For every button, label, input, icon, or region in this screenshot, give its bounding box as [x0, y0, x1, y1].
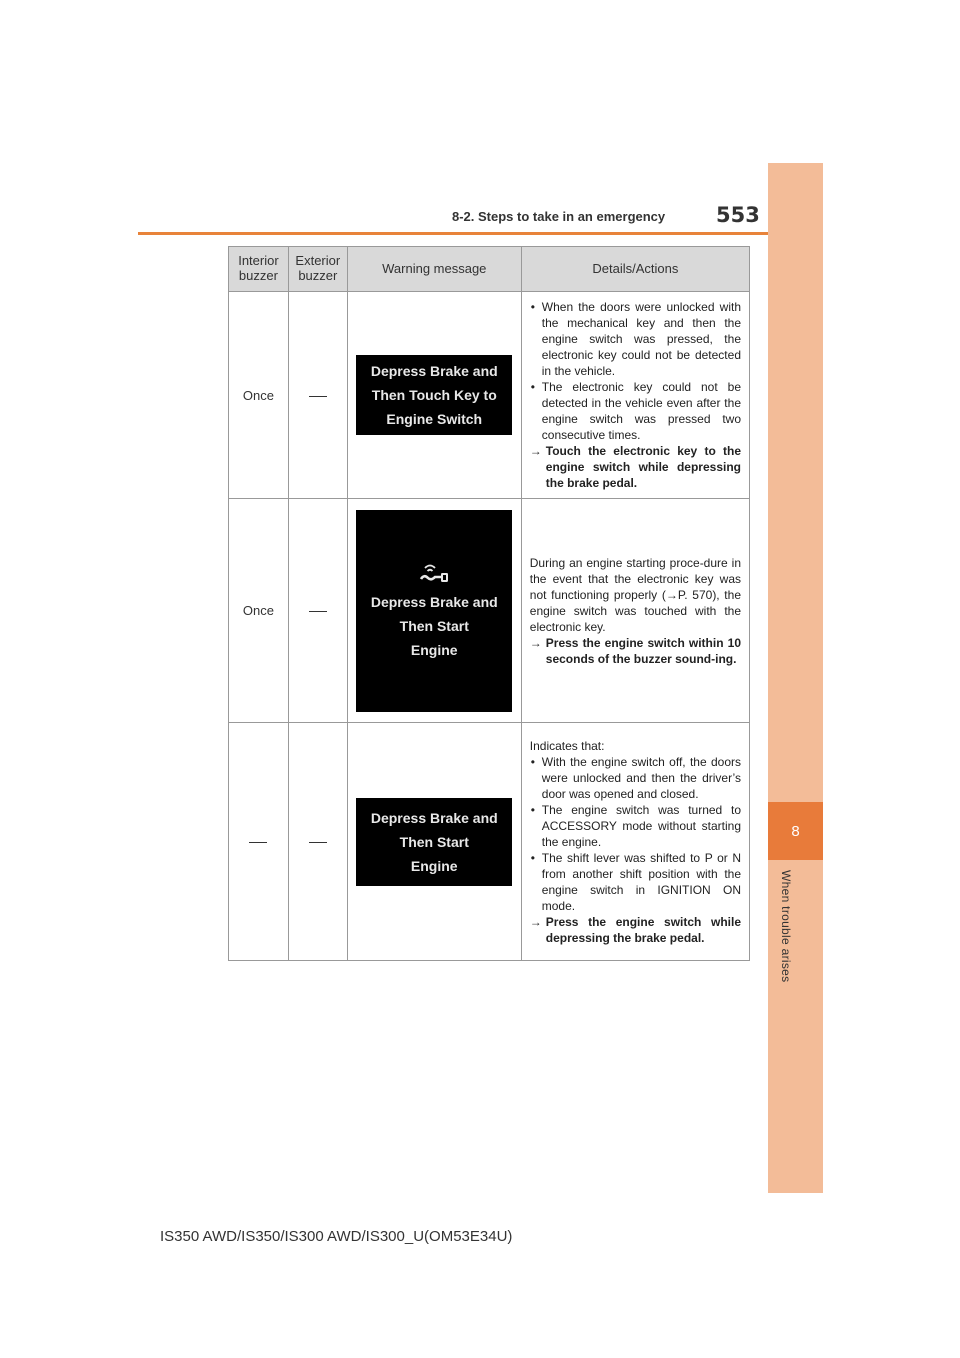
table-row: [229, 723, 750, 961]
header-details-actions: Details/Actions: [521, 247, 749, 292]
exterior-buzzer-cell: [288, 292, 347, 499]
detail-bullet: • When the doors were unlocked with the mechanical key and then the engine switch was pressed, the electronic key could not be detected in the vehicle.: [530, 299, 741, 379]
header-exterior-buzzer: Exterior buzzer: [288, 247, 347, 292]
interior-buzzer-cell: Once: [229, 499, 289, 723]
exterior-buzzer-cell: [288, 499, 347, 723]
dash-mark: [309, 396, 327, 397]
header-interior-buzzer: Interior buzzer: [229, 247, 289, 292]
interior-buzzer-cell: Once: [229, 292, 289, 499]
header-warning-message: Warning message: [347, 247, 521, 292]
screen-line: Then Start: [399, 833, 469, 850]
warning-message-cell: [347, 499, 521, 723]
action-text: → Touch the electronic key to the engine switch while depressing the brake pedal.: [529, 444, 741, 490]
arrow-icon: →: [529, 914, 542, 929]
detail-paragraph: During an engine starting proce-dure in the event that the electronic key was not functioning properly (→P. 570), the engine switch was touched with the electronic key.: [529, 555, 741, 634]
screen-line: Then Start: [399, 617, 469, 634]
details-cell: [521, 499, 749, 723]
arrow-icon: →: [529, 635, 542, 650]
dash-mark: [309, 611, 327, 612]
interior-buzzer-cell: [229, 723, 289, 961]
dash-mark: [249, 842, 267, 843]
action-text: → Press the engine switch within 10 seconds of the buzzer sound-ing.: [529, 635, 741, 666]
chapter-title: When trouble arises: [779, 870, 793, 983]
screen-line: Depress Brake and: [370, 363, 498, 379]
warning-screen: [356, 510, 512, 712]
header-rule: [138, 232, 822, 235]
page-number: 553: [716, 203, 760, 227]
action-text: → Press the engine switch while depressing the brake pedal.: [529, 914, 741, 945]
detail-intro: Indicates that:: [529, 738, 605, 753]
screen-line: Engine: [410, 857, 458, 874]
key-signal-icon: [417, 560, 451, 586]
dash-mark: [309, 842, 327, 843]
screen-line: Depress Brake and: [370, 809, 498, 826]
warning-screen: [356, 355, 512, 435]
details-cell: [521, 723, 749, 961]
chapter-number: 8: [768, 802, 823, 860]
footer-model-code: IS350 AWD/IS350/IS300 AWD/IS300_U(OM53E34U): [160, 1228, 513, 1245]
table-row: [229, 292, 750, 499]
warning-table: [228, 246, 750, 961]
arrow-icon: →: [529, 444, 542, 458]
section-title: 8-2. Steps to take in an emergency: [452, 209, 666, 224]
warning-message-cell: [347, 723, 521, 961]
side-tab: [768, 163, 823, 1193]
detail-bullet: • The engine switch was turned to ACCESSORY mode without starting the engine.: [530, 802, 741, 850]
detail-bullet: • With the engine switch off, the doors were unlocked and then the driver’s door was opened and closed.: [530, 754, 741, 802]
detail-bullet: • The electronic key could not be detected in the vehicle even after the engine switch was pressed two consecutive times.: [530, 379, 741, 443]
exterior-buzzer-cell: [288, 723, 347, 961]
screen-line: Engine Switch: [386, 411, 483, 427]
warning-message-cell: [347, 292, 521, 499]
screen-line: Depress Brake and: [370, 593, 498, 610]
screen-line: Then Touch Key to: [371, 387, 497, 403]
table-row: [229, 499, 750, 723]
table-header-row: [229, 247, 750, 292]
details-cell: [521, 292, 749, 499]
detail-bullet: • The shift lever was shifted to P or N from another shift position with the engine switch in IGNITION ON mode.: [530, 850, 741, 914]
screen-line: Engine: [410, 641, 458, 658]
warning-screen: [356, 798, 512, 886]
